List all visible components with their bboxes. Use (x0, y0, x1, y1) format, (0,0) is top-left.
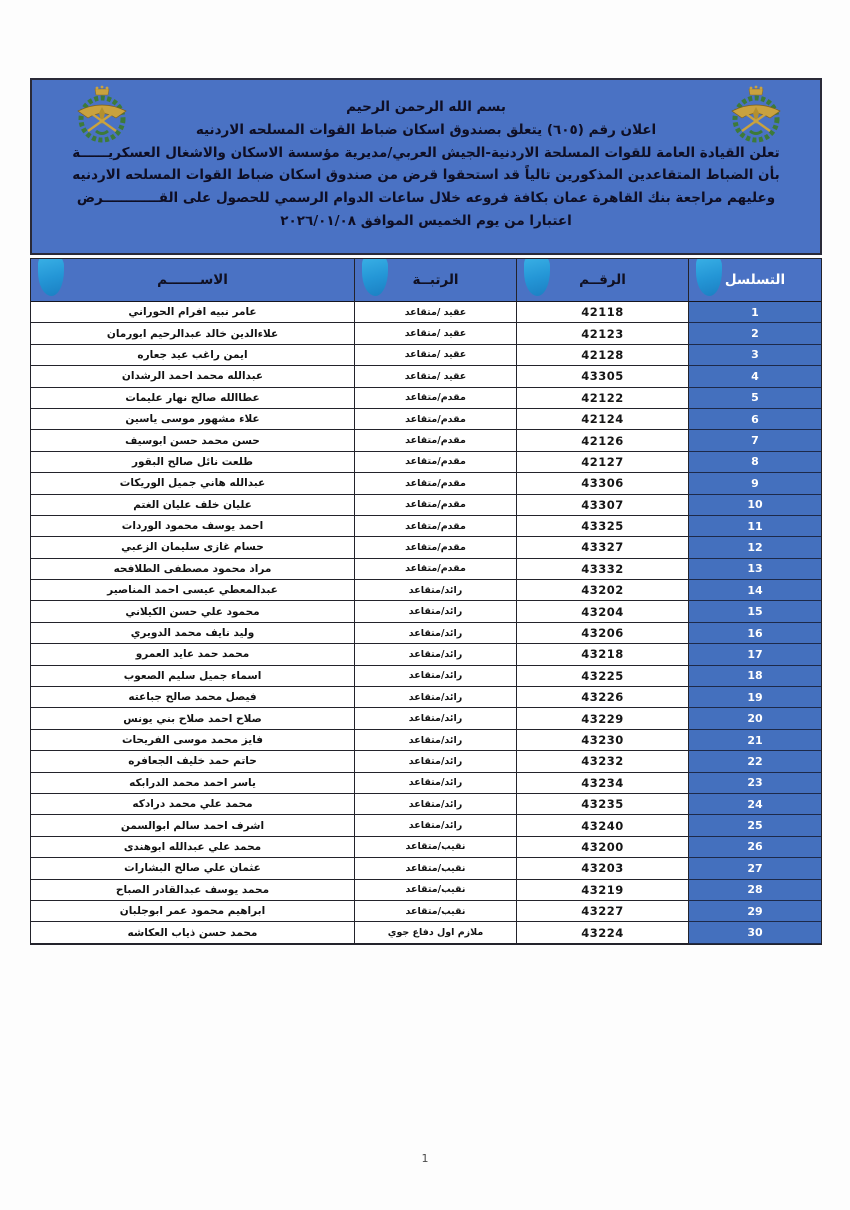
name-cell-text: حسام غازى سليمان الزعبي (121, 541, 264, 554)
number-cell (517, 409, 689, 430)
table-row (31, 409, 821, 430)
serial-cell (689, 815, 821, 836)
rank-cell-text: مقدم/متقاعد (405, 392, 466, 404)
name-cell (31, 409, 355, 430)
rank-cell (355, 430, 517, 451)
name-cell (31, 901, 355, 922)
serial-cell-text: 13 (747, 562, 763, 576)
name-cell (31, 815, 355, 836)
number-cell (517, 580, 689, 601)
number-cell-text: 43218 (581, 647, 624, 662)
rank-cell (355, 858, 517, 879)
serial-cell-text: 21 (747, 733, 763, 747)
serial-cell (689, 623, 821, 644)
serial-cell-text: 15 (747, 605, 763, 619)
number-cell-text: 43232 (581, 754, 624, 769)
number-cell-text: 43219 (581, 882, 624, 897)
rank-cell (355, 580, 517, 601)
number-cell (517, 537, 689, 558)
rank-cell (355, 901, 517, 922)
header-cell-rank (355, 259, 517, 302)
name-cell-text: فيصل محمد صالح جباعته (128, 691, 257, 704)
rank-cell-text: رائد/متقاعد (408, 606, 463, 618)
rank-cell-text: رائد/متقاعد (408, 777, 463, 789)
rank-cell-text: نقيب/متقاعد (405, 884, 466, 896)
table-row (31, 495, 821, 516)
name-cell (31, 730, 355, 751)
name-cell (31, 473, 355, 494)
header-cell-serial (689, 259, 821, 302)
serial-cell-text: 7 (751, 434, 759, 448)
name-cell-text: فايز محمد موسى الفريحات (121, 734, 264, 746)
name-cell (31, 559, 355, 580)
number-cell-text: 43327 (581, 540, 624, 555)
serial-cell (689, 345, 821, 366)
name-cell-text: عبدالله هاني جميل الوريكات (119, 477, 266, 490)
rank-cell (355, 559, 517, 580)
name-cell-text: حاتم حمد خليف الجعافره (128, 755, 257, 768)
table-row (31, 580, 821, 601)
filter-droplet-icon (696, 259, 722, 296)
serial-cell-text: 8 (751, 455, 759, 469)
table-row (31, 880, 821, 901)
table-row (31, 922, 821, 943)
rank-cell-text: رائد/متقاعد (408, 798, 463, 810)
number-cell (517, 730, 689, 751)
rank-cell-text: عقيد /متقاعد (404, 328, 467, 340)
serial-cell-text: 5 (751, 391, 759, 405)
name-cell (31, 516, 355, 537)
serial-cell-text: 26 (747, 840, 763, 854)
number-cell (517, 473, 689, 494)
serial-cell (689, 922, 821, 943)
rank-cell (355, 388, 517, 409)
serial-cell-text: 19 (747, 690, 763, 704)
name-cell-text: محمد حمد عايد العمرو (135, 648, 250, 661)
rank-cell (355, 666, 517, 687)
rank-cell (355, 751, 517, 772)
number-cell (517, 815, 689, 836)
rank-cell (355, 323, 517, 344)
serial-cell (689, 580, 821, 601)
number-cell-text: 43306 (581, 476, 624, 491)
number-cell-text: 43202 (581, 583, 624, 598)
serial-cell (689, 559, 821, 580)
name-cell-text: علاءالدين خالد عبدالرحيم ابورمان (106, 327, 279, 340)
rank-cell-text: رائد/متقاعد (408, 648, 463, 660)
serial-cell-text: 9 (751, 476, 759, 490)
number-cell (517, 388, 689, 409)
number-cell (517, 495, 689, 516)
rank-cell (355, 687, 517, 708)
table-row (31, 323, 821, 344)
rank-cell-text: نقيب/متقاعد (405, 841, 466, 853)
name-cell (31, 601, 355, 622)
serial-cell-text: 30 (747, 926, 763, 940)
rank-cell-text: ملازم اول دفاع جوي (387, 927, 484, 939)
name-cell (31, 773, 355, 794)
name-cell (31, 580, 355, 601)
rank-cell (355, 452, 517, 473)
filter-droplet-icon (524, 259, 550, 296)
serial-cell (689, 601, 821, 622)
number-cell-text: 43325 (581, 519, 624, 534)
number-cell (517, 452, 689, 473)
serial-cell-text: 24 (747, 797, 763, 811)
page-number: 1 (421, 1152, 429, 1165)
serial-cell (689, 537, 821, 558)
number-cell (517, 559, 689, 580)
table-row (31, 473, 821, 494)
number-cell-text: 43307 (581, 497, 624, 512)
table-row (31, 751, 821, 772)
number-cell (517, 922, 689, 943)
number-cell-text: 43225 (581, 668, 624, 683)
banner-line: تعلن القيادة العامة للقوات المسلحة الاردنية-الجيش العربي/مديرية مؤسسة الاسكان والاشغال العسكريــــــة (72, 144, 780, 161)
rank-cell-text: مقدم/متقاعد (405, 541, 466, 553)
serial-cell (689, 708, 821, 729)
serial-cell-text: 14 (747, 583, 763, 597)
name-cell-text: محمد حسن ذياب العكاشه (127, 926, 258, 939)
name-cell-text: اشرف احمد سالم ابوالسمن (120, 819, 265, 832)
serial-cell (689, 366, 821, 387)
name-cell-text: محمد علي محمد درادكه (132, 798, 253, 811)
rank-cell-text: عقيد /متقاعد (404, 370, 467, 382)
table-row (31, 537, 821, 558)
announcement-banner (30, 78, 822, 255)
name-cell (31, 323, 355, 344)
rank-cell (355, 516, 517, 537)
number-cell-text: 42128 (581, 347, 624, 362)
name-cell (31, 666, 355, 687)
serial-cell (689, 666, 821, 687)
table-body (31, 302, 821, 944)
name-cell-text: محمد علي عبدالله ابوهندى (123, 840, 262, 853)
serial-cell-text: 4 (751, 369, 759, 383)
table-row (31, 666, 821, 687)
name-cell-text: عليان خلف عليان الغتم (133, 498, 252, 511)
number-cell-text: 43230 (581, 733, 624, 747)
serial-cell (689, 751, 821, 772)
number-cell (517, 794, 689, 815)
rank-cell (355, 815, 517, 836)
serial-cell (689, 644, 821, 665)
rank-cell-text: نقيب/متقاعد (405, 862, 466, 874)
serial-cell-text: 16 (747, 626, 763, 640)
serial-cell-text: 25 (747, 819, 763, 833)
serial-cell-text: 27 (747, 861, 763, 875)
name-cell (31, 623, 355, 644)
serial-cell-text: 12 (747, 540, 763, 554)
table-row (31, 516, 821, 537)
number-cell (517, 366, 689, 387)
serial-cell (689, 516, 821, 537)
name-cell-text: عثمان علي صالح البشارات (124, 862, 261, 875)
table-row (31, 430, 821, 451)
table-row (31, 687, 821, 708)
table-row (31, 644, 821, 665)
number-cell (517, 323, 689, 344)
rank-cell-text: رائد/متقاعد (408, 713, 463, 725)
serial-cell (689, 473, 821, 494)
table-row (31, 623, 821, 644)
serial-cell (689, 687, 821, 708)
name-cell (31, 751, 355, 772)
number-cell-text: 42127 (581, 454, 624, 469)
rank-cell-text: رائد/متقاعد (408, 670, 463, 682)
name-cell-text: علاء مشهور موسى ياسين (125, 413, 260, 426)
rank-cell (355, 837, 517, 858)
number-cell (517, 751, 689, 772)
number-cell-text: 43227 (581, 904, 624, 919)
number-cell (517, 345, 689, 366)
serial-cell-text: 1 (751, 305, 759, 319)
rank-cell-text: مقدم/متقاعد (405, 413, 466, 425)
rank-cell (355, 409, 517, 430)
name-cell-text: صلاح احمد صلاح بني يونس (123, 712, 262, 725)
serial-cell-text: 18 (747, 669, 763, 683)
number-cell-text: 42126 (581, 433, 624, 448)
serial-cell-text: 10 (747, 498, 763, 512)
name-cell-text: عبدالمعطي عيسى احمد المناصير (107, 584, 278, 597)
number-cell (517, 666, 689, 687)
banner-line: بسم الله الرحمن الرحيم (346, 99, 506, 115)
table-row (31, 708, 821, 729)
rank-cell-text: مقدم/متقاعد (405, 435, 466, 447)
number-cell-text: 43226 (581, 690, 624, 705)
rank-cell (355, 623, 517, 644)
header-cell-number (517, 259, 689, 302)
banner-line: وعليهم مراجعة بنك القاهرة عمان بكافة فروعه خلال ساعات الدوام الرسمي للحصول على القــــــــــــرض (76, 190, 776, 207)
name-cell (31, 345, 355, 366)
name-cell (31, 858, 355, 879)
name-cell (31, 302, 355, 323)
banner-line: اعلان رقم (٦٠٥) يتعلق بصندوق اسكان ضباط القوات المسلحه الاردنيه (195, 121, 657, 138)
rank-cell-text: مقدم/متقاعد (405, 477, 466, 489)
filter-droplet-icon (362, 259, 388, 296)
name-cell (31, 644, 355, 665)
rank-cell-text: رائد/متقاعد (408, 584, 463, 596)
filter-droplet-icon (38, 259, 64, 296)
rank-cell-text: رائد/متقاعد (408, 691, 463, 703)
number-cell (517, 302, 689, 323)
table-row (31, 901, 821, 922)
serial-cell-text: 11 (747, 519, 763, 533)
number-cell-text: 43204 (581, 604, 624, 619)
number-cell-text: 43203 (581, 861, 624, 876)
rank-cell-text: رائد/متقاعد (408, 627, 463, 639)
rank-cell (355, 922, 517, 943)
serial-cell (689, 880, 821, 901)
serial-cell-text: 17 (747, 647, 763, 661)
table-row (31, 730, 821, 751)
serial-cell-text: 6 (751, 412, 759, 426)
table-row (31, 452, 821, 473)
name-cell (31, 537, 355, 558)
serial-cell-text: 20 (747, 712, 763, 726)
table-row (31, 837, 821, 858)
announcement-text (32, 96, 820, 233)
number-cell-text: 43235 (581, 797, 624, 812)
number-cell (517, 773, 689, 794)
table-row (31, 858, 821, 879)
name-cell (31, 687, 355, 708)
rank-cell-text: عقيد /متقاعد (404, 349, 467, 361)
number-cell (517, 708, 689, 729)
officers-table (30, 258, 822, 945)
rank-cell-text: مقدم/متقاعد (405, 520, 466, 532)
banner-line: بأن الضباط المتقاعدين المذكورين تالياً قد استحقوا قرض من صندوق اسكان ضباط القوات المسلحه الاردنيه (72, 167, 780, 184)
number-cell-text: 43234 (581, 775, 624, 790)
header-label-serial: التسلسل (724, 272, 786, 288)
name-cell (31, 922, 355, 943)
rank-cell-text: نقيب/متقاعد (405, 905, 466, 917)
number-cell-text: 43200 (581, 839, 624, 854)
name-cell-text: ايمن راغب عيد جعاره (137, 348, 248, 361)
rank-cell (355, 495, 517, 516)
rank-cell (355, 708, 517, 729)
banner-line: اعتبارا من يوم الخميس الموافق ٢٠٢٦/٠١/٠٨ (280, 212, 572, 229)
serial-cell (689, 430, 821, 451)
table-row (31, 366, 821, 387)
rank-cell-text: مقدم/متقاعد (405, 456, 466, 468)
name-cell-text: عبدالله محمد احمد الرشدان (121, 370, 264, 383)
name-cell-text: مراد محمود مصطفى الطلافحه (113, 562, 272, 575)
name-cell (31, 708, 355, 729)
number-cell (517, 901, 689, 922)
name-cell-text: احمد يوسف محمود الوردات (121, 520, 264, 533)
rank-cell (355, 366, 517, 387)
number-cell-text: 43332 (581, 561, 624, 576)
header-label-rank: الرتبــة (412, 272, 459, 288)
name-cell-text: حسن محمد حسن ابوسيف (125, 434, 260, 447)
rank-cell-text: مقدم/متقاعد (405, 563, 466, 575)
table-row (31, 794, 821, 815)
number-cell (517, 687, 689, 708)
rank-cell-text: عقيد /متقاعد (404, 306, 467, 318)
name-cell-text: ياسر احمد محمد الدرابكه (129, 776, 256, 789)
rank-cell (355, 644, 517, 665)
serial-cell (689, 773, 821, 794)
name-cell (31, 495, 355, 516)
rank-cell (355, 773, 517, 794)
serial-cell (689, 901, 821, 922)
rank-cell (355, 345, 517, 366)
serial-cell (689, 837, 821, 858)
serial-cell (689, 323, 821, 344)
rank-cell (355, 794, 517, 815)
serial-cell-text: 28 (747, 883, 763, 897)
name-cell (31, 837, 355, 858)
number-cell (517, 880, 689, 901)
number-cell-text: 43240 (581, 818, 624, 833)
serial-cell-text: 3 (751, 348, 759, 362)
number-cell-text: 42118 (581, 305, 624, 320)
serial-cell (689, 388, 821, 409)
header-label-number: الرقــم (579, 272, 626, 288)
name-cell-text: محمد يوسف عبدالقادر الصباح (115, 883, 270, 896)
rank-cell (355, 302, 517, 323)
name-cell (31, 794, 355, 815)
name-cell-text: طلعت نائل صالح البقور (132, 455, 253, 468)
table-row (31, 601, 821, 622)
number-cell-text: 43229 (581, 711, 624, 726)
serial-cell (689, 495, 821, 516)
table-row (31, 559, 821, 580)
rank-cell-text: رائد/متقاعد (408, 755, 463, 767)
name-cell-text: عطاالله صالح نهار عليمات (125, 391, 260, 404)
rank-cell (355, 537, 517, 558)
serial-cell-text: 22 (747, 754, 763, 768)
table-row (31, 302, 821, 323)
rank-cell (355, 730, 517, 751)
serial-cell (689, 730, 821, 751)
serial-cell (689, 858, 821, 879)
rank-cell (355, 601, 517, 622)
number-cell (517, 858, 689, 879)
number-cell-text: 43206 (581, 626, 624, 641)
number-cell-text: 43224 (581, 925, 624, 940)
table-header-row (31, 259, 821, 302)
rank-cell (355, 473, 517, 494)
number-cell-text: 42123 (581, 326, 624, 341)
serial-cell-text: 29 (747, 904, 763, 918)
table-row (31, 773, 821, 794)
name-cell-text: اسماء جميل سليم الصعوب (123, 669, 262, 682)
table-row (31, 388, 821, 409)
name-cell (31, 388, 355, 409)
number-cell (517, 516, 689, 537)
serial-cell-text: 2 (751, 327, 759, 341)
name-cell (31, 430, 355, 451)
number-cell (517, 623, 689, 644)
name-cell-text: ابراهيم محمود عمر ابوجلبان (119, 905, 266, 918)
number-cell-text: 43305 (581, 369, 624, 384)
number-cell-text: 42124 (581, 412, 624, 427)
number-cell (517, 837, 689, 858)
name-cell (31, 880, 355, 901)
serial-cell-text: 23 (747, 776, 763, 790)
serial-cell (689, 452, 821, 473)
number-cell-text: 42122 (581, 390, 624, 405)
rank-cell-text: رائد/متقاعد (408, 734, 463, 746)
header-label-name: الاســـــــم (157, 272, 228, 288)
table-row (31, 815, 821, 836)
rank-cell-text: رائد/متقاعد (408, 820, 463, 832)
number-cell (517, 430, 689, 451)
serial-cell (689, 302, 821, 323)
name-cell-text: محمود علي حسن الكيلاني (125, 605, 260, 618)
header-cell-name (31, 259, 355, 302)
rank-cell (355, 880, 517, 901)
number-cell (517, 601, 689, 622)
number-cell (517, 644, 689, 665)
name-cell (31, 366, 355, 387)
rank-cell-text: مقدم/متقاعد (405, 499, 466, 511)
table-row (31, 345, 821, 366)
serial-cell (689, 409, 821, 430)
name-cell-text: وليد نايف محمد الدويري (130, 627, 255, 640)
serial-cell (689, 794, 821, 815)
name-cell (31, 452, 355, 473)
name-cell-text: عامر نبيه افرام الحوراني (128, 306, 257, 319)
